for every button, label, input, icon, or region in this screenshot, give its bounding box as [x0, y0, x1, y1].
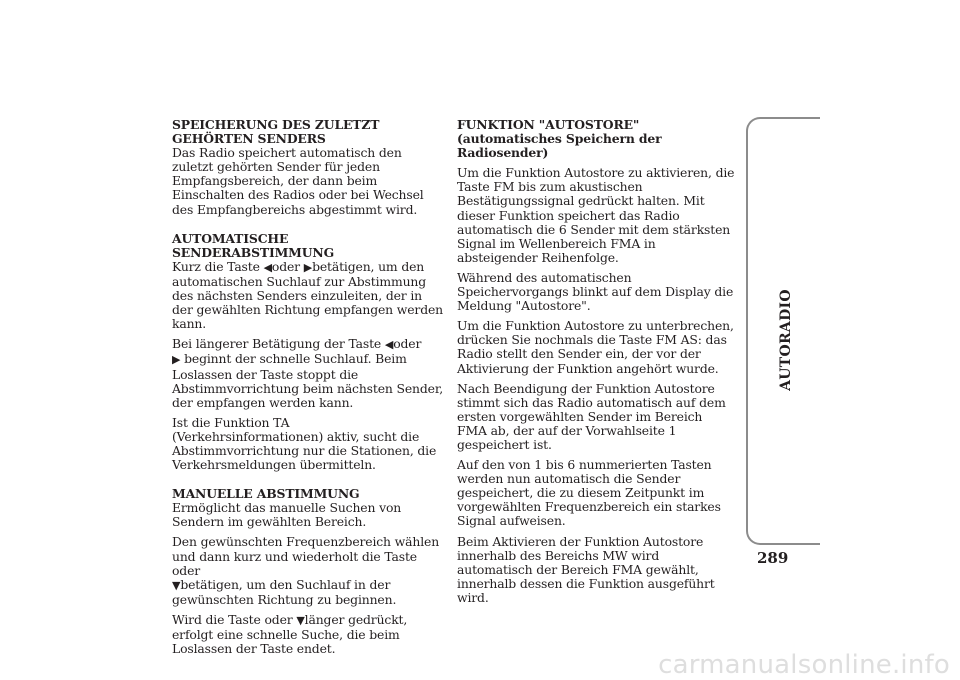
down-arrow-icon: ▼ — [172, 578, 181, 592]
footer-watermark: carmanualsonline.info — [658, 650, 950, 680]
paragraph: Ist die Funktion TA (Verkehrsinformationen) aktiv, sucht die Abstimmvorrichtung nur die Stationen, die Verkehrsmeldungen übermitteln. — [172, 414, 437, 473]
text: betätigen, um den Suchlauf in der gewünschten Richtung zu beginnen. — [172, 576, 397, 607]
paragraph: Während des automatischen Speichervorgangs blinkt auf dem Display die Meldung "Autostore". — [457, 269, 734, 314]
right-arrow-icon: ▶ — [303, 260, 313, 274]
text: Bei längerer Betätigung der Taste — [172, 336, 382, 352]
paragraph — [172, 613, 444, 656]
paragraph: Auf den von 1 bis 6 nummerierten Tasten werden nun automatisch die Sender gespeichert, die zu diesem Zeitpunkt im vorgewählten Frequenzbereich ein starkes Signal aufweisen. — [457, 457, 721, 529]
chapter-tab-label: AUTORADIO — [778, 289, 794, 391]
left-arrow-icon: ◀ — [384, 338, 394, 352]
text: Kurz die Taste — [172, 258, 260, 274]
paragraph: Nach Beendigung der Funktion Autostore stimmt sich das Radio automatisch auf dem ersten vorgewählten Sender im Bereich FMA ab, der auf der Vorwahlseite 1 gespeichert ist. — [457, 380, 726, 452]
section-heading-auto-tuning: AUTOMATISCHE SENDERABSTIMMUNG — [172, 230, 334, 260]
paragraph: Um die Funktion Autostore zu unterbrechen, drücken Sie nochmals die Taste FM AS: das Radio stellt den Sender ein, der vor der Aktivierung der Funktion angehört wurde. — [457, 318, 734, 376]
paragraph: Um die Funktion Autostore zu aktivieren, die Taste FM bis zum akustischen Bestätigungssignal gedrückt halten. Mit dieser Funktion speichert das Radio automatisch die 6 Sender mit dem stärksten Signal im Wellenbereich FMA in absteigender Reihenfolge. — [457, 165, 735, 265]
right-arrow-icon: ▶ — [172, 353, 181, 367]
paragraph: Beim Aktivieren der Funktion Autostore innerhalb des Bereichs MW wird automatisch der Bereich FMA gewählt, innerhalb dessen die Funktion ausgeführt wird. — [457, 533, 715, 605]
paragraph — [172, 535, 444, 606]
down-arrow-icon: ▼ — [296, 613, 305, 627]
right-column — [457, 118, 735, 611]
section-heading-autostore: FUNKTION "AUTOSTORE" — [457, 117, 640, 132]
section-heading-manual-tuning: MANUELLE ABSTIMMUNG — [172, 486, 360, 502]
paragraph: Ermöglicht das manuelle Suchen von Sendern im gewählten Bereich. — [172, 500, 402, 530]
left-arrow-icon: ◀ — [263, 260, 272, 274]
section-subheading-autostore: (automatisches Speichern der Radiosender) — [457, 131, 662, 161]
text: Wird die Taste oder — [172, 611, 293, 627]
page-number: 289 — [757, 549, 789, 567]
text: betätigen, um den automatischen Suchlauf zur Abstimmung des nächsten Senders einzuleiten, der in der gewählten Richtung empfangen werden kann. — [172, 258, 443, 332]
text: oder — [393, 336, 422, 352]
section-heading-last-station: SPEICHERUNG DES ZULETZT GEHÖRTEN SENDERS — [172, 117, 380, 147]
paragraph — [172, 260, 444, 331]
left-column — [172, 118, 444, 662]
paragraph: Das Radio speichert automatisch den zuletzt gehörten Sender für jeden Empfangsbereich, der dann beim Einschalten des Radios oder bei Wechsel des Empfangbereichs abgestimmt wird. — [172, 145, 424, 217]
paragraph — [172, 337, 444, 409]
text: länger gedrückt, erfolgt eine schnelle Suche, die beim Loslassen der Taste endet. — [172, 611, 408, 657]
text: beginnt der schnelle Suchlauf. Beim Loslassen der Taste stoppt die Abstimmvorrichtung beim nächsten Sender, der empfangen werden kann. — [172, 351, 444, 410]
text: Den gewünschten Frequenzbereich wählen und dann kurz und wiederholt die Taste oder — [172, 534, 440, 578]
text: oder — [271, 258, 300, 274]
